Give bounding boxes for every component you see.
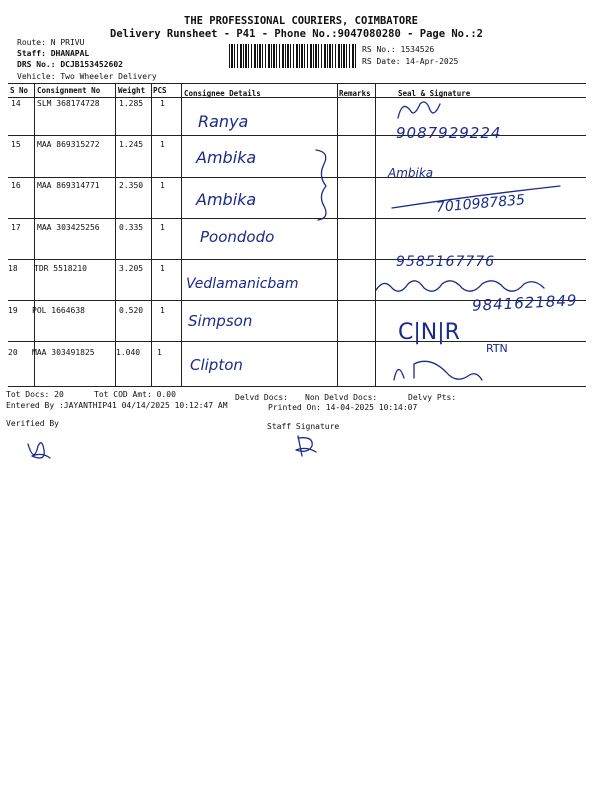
consignee-handwriting: Poondodo [200, 228, 275, 246]
row-consignment: MAA 869315272 [37, 140, 100, 149]
col-header-consignment: Consignment No [37, 86, 101, 95]
staff-signature [292, 432, 322, 462]
runsheet-subtitle: Delivery Runsheet - P41 - Phone No.:9047080280 - Page No.:2 [110, 28, 483, 40]
signature-handwriting: 9841621849 [471, 291, 578, 315]
row-pcs: 1 [160, 140, 165, 149]
route-label: Route: N PRIVU [17, 38, 85, 47]
delivery-points: Delvy Pts: [408, 393, 457, 402]
vehicle-label: Vehicle: Two Wheeler Delivery [17, 72, 157, 81]
row-weight: 3.205 [119, 264, 144, 273]
row-sno: 18 [8, 264, 18, 273]
consignee-handwriting: Ambika [196, 190, 257, 209]
row-sno: 17 [11, 223, 21, 232]
row-weight: 0.335 [119, 223, 144, 232]
row-weight: 1.245 [119, 140, 144, 149]
row-consignment: TDR 5518210 [34, 264, 87, 273]
row-sno: 15 [11, 140, 21, 149]
consignee-handwriting: Simpson [188, 312, 253, 330]
consignee-handwriting: Clipton [190, 356, 243, 374]
signature-handwriting: Ambika [388, 166, 434, 180]
col-header-pcs: PCS [153, 86, 167, 95]
signature-handwriting: 9087929224 [396, 124, 502, 142]
row-pcs: 1 [160, 264, 165, 273]
consignee-handwriting: Ambika [196, 148, 257, 167]
col-header-signature: Seal & Signature [398, 89, 471, 98]
signature-handwriting: C|N|R [398, 320, 460, 345]
entered-by: Entered By :JAYANTHIP41 04/14/2025 10:12:47 AM [6, 401, 228, 410]
rs-number: RS No.: 1534526 [362, 45, 435, 54]
rs-date: RS Date: 14-Apr-2025 [362, 57, 459, 66]
row-pcs: 1 [160, 181, 165, 190]
row-sno: 19 [8, 306, 18, 315]
printed-on: Printed On: 14-04-2025 10:14:07 [268, 403, 418, 412]
staff-label: Staff: DHANAPAL [17, 49, 90, 58]
row-weight: 1.040 [116, 348, 141, 357]
verifier-signature [24, 436, 54, 466]
row-pcs: 1 [160, 99, 165, 108]
row-weight: 1.285 [119, 99, 144, 108]
col-header-consignee: Consignee Details [184, 89, 261, 98]
staff-signature-label: Staff Signature [267, 422, 340, 431]
total-cod-amount: Tot COD Amt: 0.00 [94, 390, 176, 399]
row-consignment: MAA 303491825 [32, 348, 95, 357]
rtn-handwriting: RTN [486, 342, 508, 355]
signature-handwriting: 7010987835 [435, 192, 526, 216]
company-title: THE PROFESSIONAL COURIERS, COIMBATORE [184, 15, 418, 27]
col-header-sno: S No [10, 86, 29, 95]
non-delivered-docs: Non Delvd Docs: [305, 393, 378, 402]
row-weight: 2.350 [119, 181, 144, 190]
col-header-remarks: Remarks [339, 89, 371, 98]
row-weight: 0.520 [119, 306, 144, 315]
delivered-docs: Delvd Docs: [235, 393, 288, 402]
row-pcs: 1 [160, 306, 165, 315]
drs-label: DRS No.: DCJB153452602 [17, 60, 123, 69]
row-sno: 14 [11, 99, 21, 108]
row-consignment: POL 1664638 [32, 306, 85, 315]
row-sno: 16 [11, 181, 21, 190]
row-sno: 20 [8, 348, 18, 357]
total-docs: Tot Docs: 20 [6, 390, 64, 399]
consignee-handwriting: Ranya [198, 112, 249, 131]
row-pcs: 1 [160, 223, 165, 232]
col-header-weight: Weight [118, 86, 146, 95]
row-consignment: MAA 303425256 [37, 223, 100, 232]
row-consignment: SLM 368174728 [37, 99, 100, 108]
row-consignment: MAA 869314771 [37, 181, 100, 190]
consignee-handwriting: Vedlamanicbam [186, 276, 299, 292]
verified-by-label: Verified By [6, 419, 59, 428]
row-pcs: 1 [157, 348, 162, 357]
signature-handwriting: 9585167776 [396, 254, 496, 270]
